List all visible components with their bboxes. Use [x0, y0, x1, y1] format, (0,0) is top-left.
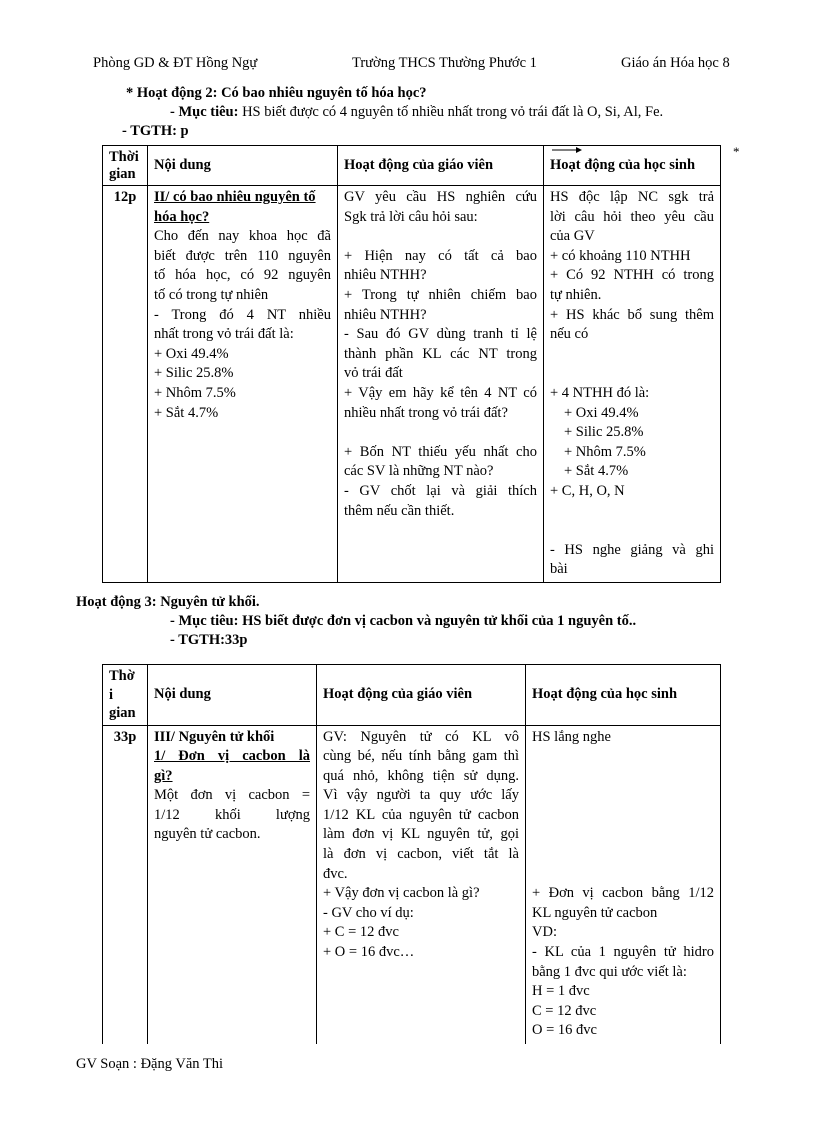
content-line: - Trong đó 4 NT nhiều	[154, 306, 331, 323]
content-cell	[148, 186, 338, 583]
content-line: Cho đến nay khoa học đã	[154, 228, 331, 245]
teacher-line: quá nhỏ, không tiện sử dụng.	[323, 767, 519, 784]
teacher-line: Vì vậy người ta quy ước lấy	[323, 787, 519, 804]
teacher-line: + Trong tự nhiên chiếm bao	[344, 286, 537, 303]
teacher-line: cùng bé, nếu tính bằng gam thì	[323, 748, 519, 765]
student-line: - HS nghe giảng và ghi	[550, 541, 714, 558]
subsection-heading: 1/ Đơn vị cacbon là	[154, 748, 310, 765]
goal-label: - Mục tiêu:	[170, 104, 239, 120]
header-student: Hoạt động của học sinh	[544, 146, 721, 186]
activity2-tgth: - TGTH: p	[122, 123, 189, 139]
teacher-line: GV: Nguyên tử có KL vô	[323, 728, 519, 745]
activity3-title: Hoạt động 3: Nguyên tử khối.	[76, 594, 260, 610]
goal-text: HS biết được có 4 nguyên tố nhiều nhất trong vỏ trái đất là O, Si, Al, Fe.	[238, 104, 664, 120]
teacher-line: GV yêu cầu HS nghiên cứu	[344, 189, 537, 205]
table-header-row	[103, 146, 721, 186]
table2-clip	[0, 664, 816, 1044]
list-item: + Oxi 49.4%	[154, 345, 229, 362]
section-heading: II/ có bao nhiêu nguyên tố hóa học?	[154, 189, 316, 225]
activity2-title: * Hoạt động 2: Có bao nhiêu nguyên tố hóa học?	[126, 85, 427, 101]
content-line: Một đơn vị cacbon =	[154, 787, 310, 804]
activity3-tgth: - TGTH:33p	[170, 632, 248, 648]
teacher-line: - GV chốt lại và giải thích	[344, 482, 537, 499]
list-item: + Silic 25.8%	[154, 365, 234, 382]
teacher-line: nhiêu NTHH?	[344, 267, 427, 284]
activity3-table	[102, 664, 721, 1044]
equation-line: O = 16 đvc	[532, 1022, 597, 1039]
student-line: HS độc lập NC sgk trả	[550, 189, 714, 205]
teacher-line: Sgk trả lời câu hỏi sau:	[344, 208, 478, 225]
list-item: + Oxi 49.4%	[564, 404, 639, 421]
student-line: + HS khác bổ sung thêm	[550, 306, 714, 323]
teacher-cell	[338, 186, 544, 583]
header-time: Thời gian	[103, 146, 148, 186]
student-line: HS lắng nghe	[532, 728, 611, 745]
teacher-line: - Sau đó GV dùng tranh tỉ lệ	[344, 326, 537, 343]
teacher-line: nhiều nhất trong vỏ trái đất?	[344, 404, 508, 421]
teacher-line: - GV cho ví dụ:	[323, 904, 414, 921]
student-line: - KL của 1 nguyên tử hidro	[532, 944, 714, 961]
student-line: lời câu hỏi theo yêu cầu	[550, 208, 714, 225]
header-content: Nội dung	[148, 665, 317, 726]
subsection-heading: gì?	[154, 767, 173, 784]
star-mark: *	[733, 144, 740, 159]
equation-line: H = 1 đvc	[532, 983, 590, 1000]
student-line: KL nguyên tử cacbon	[532, 904, 658, 921]
content-line: nhất trong vỏ trái đất là:	[154, 326, 294, 343]
header-student: Hoạt động của học sinh	[526, 665, 721, 726]
teacher-line: là đơn vị cacbon, viết tắt là	[323, 846, 519, 863]
content-line: tố hóa học, có 92 nguyên	[154, 267, 331, 284]
content-line: 1/12 khối lượng	[154, 806, 310, 823]
teacher-cell	[317, 725, 526, 1044]
student-line: bài	[550, 561, 568, 578]
header-teacher: Hoạt động của giáo viên	[317, 665, 526, 726]
list-item: + Nhôm 7.5%	[154, 384, 236, 401]
list-item: + Silic 25.8%	[564, 424, 644, 441]
teacher-line: thành phần KL các NT trong	[344, 345, 537, 362]
student-cell	[526, 725, 721, 1044]
header-time-line: gian	[109, 705, 136, 721]
content-line: tố có trong tự nhiên	[154, 286, 269, 303]
student-line: tự nhiên.	[550, 286, 602, 303]
table-row	[103, 725, 721, 1044]
teacher-line: nhiêu NTHH?	[344, 306, 427, 323]
teacher-line: + Hiện nay có tất cả bao	[344, 247, 537, 264]
content-cell	[148, 725, 317, 1044]
header-school-dept: Phòng GD & ĐT Hồng Ngự	[93, 55, 258, 71]
header-time	[103, 665, 148, 726]
equation-line: C = 12 đvc	[532, 1002, 597, 1019]
student-line: + 4 NTHH đó là:	[550, 384, 650, 401]
student-line: + có khoảng 110 NTHH	[550, 247, 691, 264]
header-teacher: Hoạt động của giáo viên	[338, 146, 544, 186]
student-line: VD:	[532, 924, 557, 941]
list-item: + Nhôm 7.5%	[564, 443, 646, 460]
activity2-table	[102, 145, 721, 583]
time-cell: 33p	[103, 725, 148, 1044]
teacher-line: + Bốn NT thiếu yếu nhất cho	[344, 443, 537, 460]
activity2-goal	[170, 103, 663, 123]
student-line: bằng 1 đvc qui ước viết là:	[532, 963, 687, 980]
content-line: nguyên tử cacbon.	[154, 826, 261, 843]
header-school-name: Trường THCS Thường Phước 1	[352, 55, 537, 71]
content-line: biết được trên 110 nguyên	[154, 247, 331, 264]
header-time-line: i	[109, 686, 114, 703]
table-row	[103, 186, 721, 583]
student-line: + C, H, O, N	[550, 482, 625, 499]
teacher-line: thêm nếu cần thiết.	[344, 502, 455, 519]
student-line: nếu có	[550, 326, 589, 343]
footer-author: GV Soạn : Đặng Văn Thi	[76, 1056, 224, 1072]
teacher-line: vỏ trái đất	[344, 365, 403, 382]
activity3-goal: - Mục tiêu: HS biết được đơn vị cacbon và nguyên tử khối của 1 nguyên tố..	[170, 613, 637, 629]
time-cell: 12p	[103, 186, 148, 583]
teacher-line: + O = 16 đvc…	[323, 944, 415, 961]
student-cell	[544, 186, 721, 583]
teacher-line: 1/12 KL của nguyên tử cacbon	[323, 806, 519, 823]
student-line: + Có 92 NTHH có trong	[550, 267, 714, 284]
student-line: của GV	[550, 228, 595, 245]
teacher-line: các SV là những NT nào?	[344, 463, 494, 480]
table-header-row	[103, 665, 721, 726]
header-time-line: Thờ	[109, 668, 135, 684]
header-content: Nội dung	[148, 146, 338, 186]
teacher-line: làm đơn vị KL nguyên tử, gọi	[323, 826, 519, 843]
list-item: + Sắt 4.7%	[564, 463, 629, 480]
teacher-line: đvc.	[323, 865, 348, 882]
student-line: + Đơn vị cacbon bằng 1/12	[532, 885, 714, 902]
teacher-line: + C = 12 đvc	[323, 924, 399, 941]
list-item: + Sắt 4.7%	[154, 404, 219, 421]
teacher-line: + Vậy em hãy kể tên 4 NT có	[344, 384, 537, 401]
header-subject: Giáo án Hóa học 8	[621, 55, 730, 71]
teacher-line: + Vậy đơn vị cacbon là gì?	[323, 885, 480, 902]
section-heading: III/ Nguyên tử khối	[154, 728, 275, 745]
